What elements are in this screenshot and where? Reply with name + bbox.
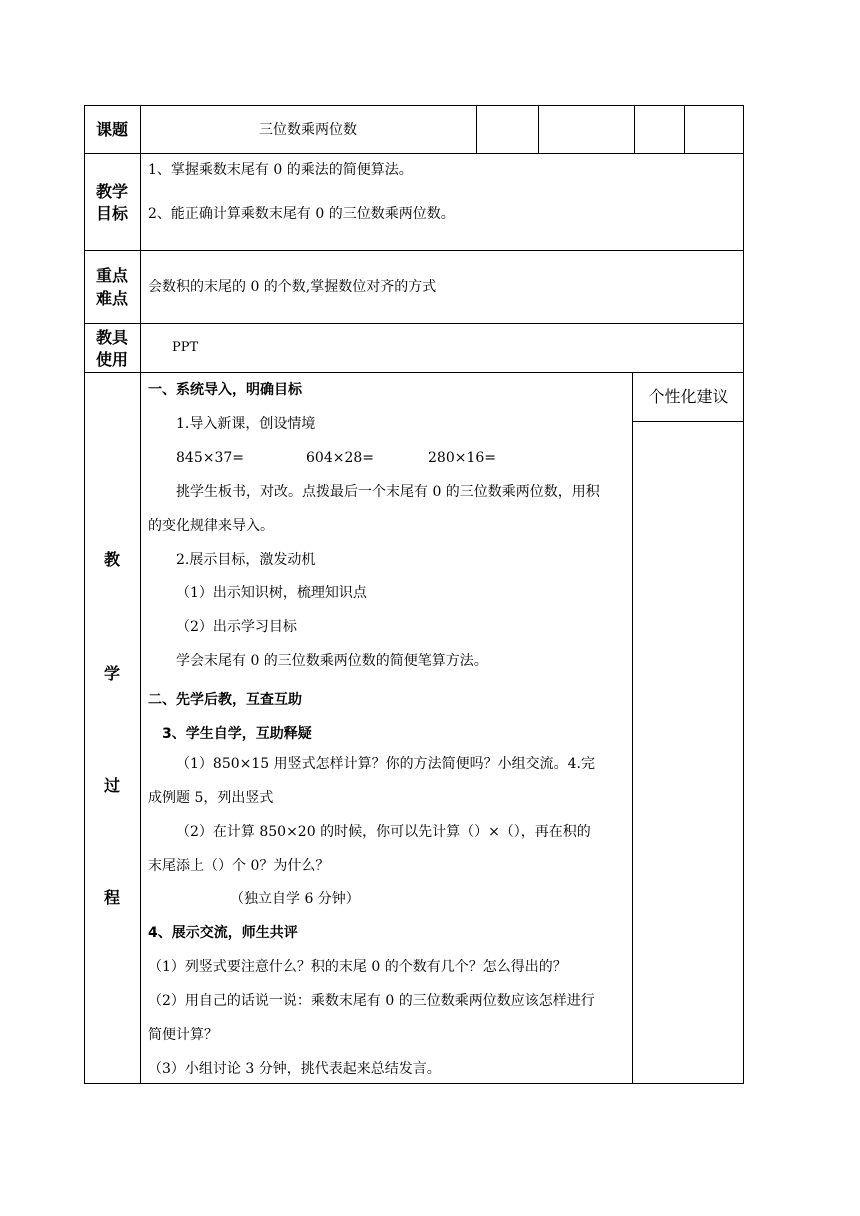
topic-label: 课题 xyxy=(95,120,128,139)
process-side-label: 程 xyxy=(103,888,120,907)
tools-text: PPT xyxy=(172,340,199,355)
process-line: （2）出示学习目标 xyxy=(176,619,297,635)
section-heading: 4、展示交流，师生共评 xyxy=(148,925,298,941)
equation: 604×28= xyxy=(306,450,374,466)
process-line: （1）出示知识树，梳理知识点 xyxy=(176,585,367,601)
tools-label-line2: 使用 xyxy=(95,350,128,369)
key-points-text: 会数积的末尾的 0 的个数,掌握数位对齐的方式 xyxy=(148,279,437,295)
process-line: 学会末尾有 0 的三位数乘两位数的简便笔算方法。 xyxy=(176,653,488,669)
process-line: 1.导入新课，创设情境 xyxy=(176,416,316,432)
section-heading: 二、先学后教，互查互助 xyxy=(148,692,302,708)
objectives-label-line1: 教学 xyxy=(95,182,128,201)
key-points-label-line1: 重点 xyxy=(95,266,128,285)
process-line: 成例题 5，列出竖式 xyxy=(148,790,274,806)
process-side-label: 教 xyxy=(103,550,120,569)
process-line: （2）在计算 850×20 的时候，你可以先计算（）×（），再在积的 xyxy=(176,824,591,840)
process-line: 的变化规律来导入。 xyxy=(148,518,274,534)
section-heading: 3、学生自学，互助释疑 xyxy=(162,726,312,742)
process-line: （1）列竖式要注意什么？积的末尾 0 的个数有几个？怎么得出的？ xyxy=(148,959,567,975)
section-heading: 一、系统导入，明确目标 xyxy=(148,382,302,398)
process-line: 简便计算？ xyxy=(148,1027,218,1043)
tools-label-line1: 教具 xyxy=(95,328,128,347)
equation: 845×37= xyxy=(176,450,244,466)
objectives-label-line2: 目标 xyxy=(95,204,128,223)
process-side-label: 过 xyxy=(103,776,120,795)
process-line: 2.展示目标，激发动机 xyxy=(176,552,316,568)
equation: 280×16= xyxy=(428,450,496,466)
process-side-label: 学 xyxy=(103,664,120,683)
process-line: （2）用自己的话说一说：乘数末尾有 0 的三位数乘两位数应该怎样进行 xyxy=(148,993,595,1009)
process-line: （独立自学 6 分钟） xyxy=(230,891,360,907)
key-points-label-line2: 难点 xyxy=(95,289,128,308)
process-line: （1）850×15 用竖式怎样计算？你的方法简便吗？小组交流。4.完 xyxy=(176,756,595,772)
objective-item: 1、掌握乘数末尾有 0 的乘法的简便算法。 xyxy=(148,162,413,178)
topic-value: 三位数乘两位数 xyxy=(259,122,357,138)
suggestion-header: 个性化建议 xyxy=(648,387,729,406)
process-line: 末尾添上（）个 0？为什么？ xyxy=(148,858,330,874)
process-line: （3）小组讨论 3 分钟，挑代表起来总结发言。 xyxy=(148,1061,441,1077)
objective-item: 2、能正确计算乘数末尾有 0 的三位数乘两位数。 xyxy=(148,206,455,222)
process-line: 挑学生板书，对改。点拨最后一个末尾有 0 的三位数乘两位数，用积 xyxy=(176,484,600,500)
